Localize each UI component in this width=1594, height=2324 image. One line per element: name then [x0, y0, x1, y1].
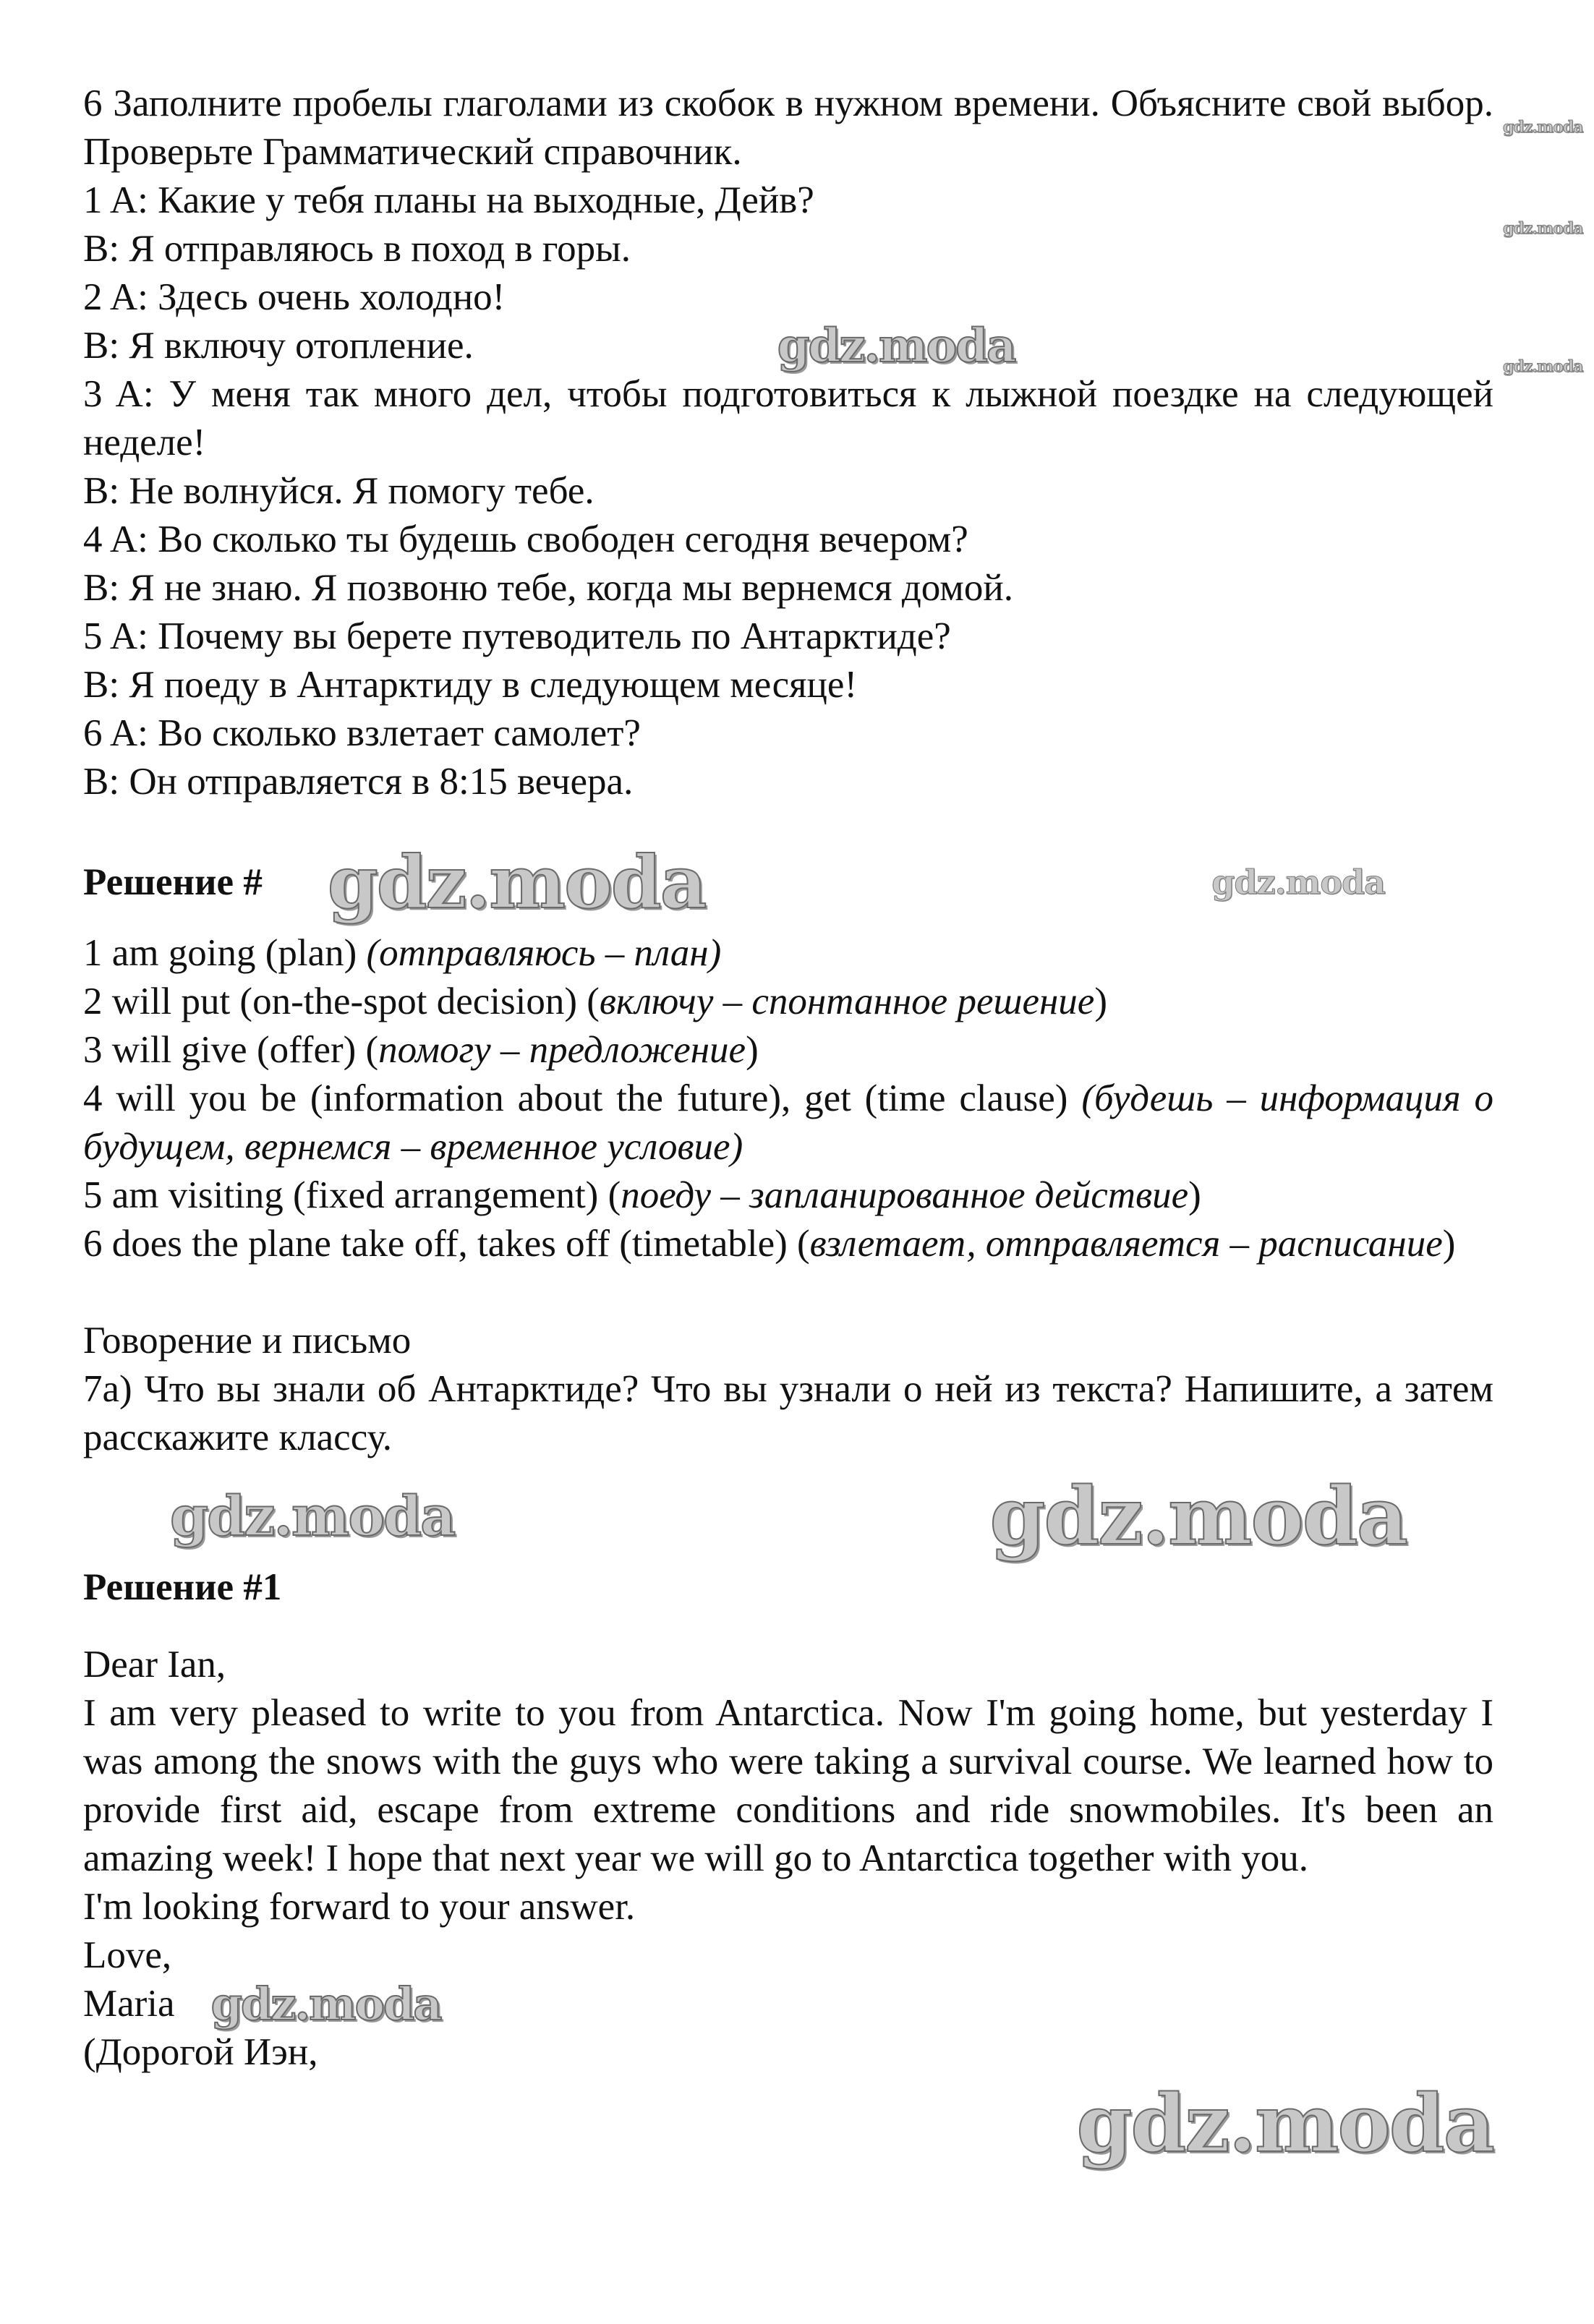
watermark-logo: gdz.moda: [210, 1977, 441, 2030]
dialogue-line: 3 A: У меня так много дел, чтобы подготовиться к лыжной поездке на следующей неделе!: [83, 373, 1493, 463]
solution-6-heading-row: [83, 835, 1493, 929]
dialogue-line: B: Я поеду в Антарктиду в следующем месяце!: [83, 664, 858, 706]
watermark-logo: gdz.moda: [170, 1484, 455, 1548]
letter-signature: Maria: [83, 1983, 175, 2025]
solution-7-heading-block: [83, 1563, 1493, 1612]
watermark-logo: gdz.moda: [1076, 2077, 1493, 2170]
dialogue-line: B: Он отправляется в 8:15 вечера.: [83, 761, 634, 803]
watermark-logo: gdz.moda: [1503, 357, 1583, 376]
watermark-row: [83, 1469, 1493, 1563]
answer-item: [83, 1171, 1493, 1220]
answer-translation: (отправляюсь – план): [366, 932, 722, 974]
answer-text: 2 will put (on-the-spot decision) (: [83, 981, 600, 1022]
answer-item: [83, 1075, 1493, 1171]
section-title: Говорение и письмо: [83, 1320, 412, 1362]
answer-close: ): [1442, 1223, 1456, 1265]
watermark-logo: gdz.moda: [1503, 219, 1583, 238]
task-6: [83, 80, 1493, 806]
dialogue-row: [83, 318, 1493, 373]
letter-body: I am very pleased to write to you from Antarctica. Now I'm going home, but yesterday I was among the snows with the guys who were taking a survival course. We learned how to provide first aid, escape from extreme conditions and ride snowmobiles. It's been an amazing week! I hope that next year we will go to Antarctica together with you.: [83, 1692, 1493, 1879]
answer-text: 4 will you be (information about the future), get (time clause): [83, 1077, 1082, 1119]
letter-translation-start: (Дорогой Иэн,: [83, 2031, 318, 2073]
solution-6-answers: [83, 929, 1493, 1268]
watermark-row: [83, 2077, 1493, 2171]
dialogue-line: B: Я включу отопление.: [83, 325, 474, 367]
letter-line: I'm looking forward to your answer.: [83, 1886, 636, 1928]
answer-text: 5 am visiting (fixed arrangement) (: [83, 1174, 621, 1216]
letter-greeting: Dear Ian,: [83, 1644, 226, 1686]
answer-item: [83, 978, 1493, 1026]
answer-item: [83, 1026, 1493, 1075]
dialogue-line: 4 A: Во сколько ты будешь свободен сегодня вечером?: [83, 518, 968, 560]
dialogue-line: B: Не волнуйся. Я помогу тебе.: [83, 470, 594, 512]
watermark-logo: gdz.moda: [1503, 118, 1583, 137]
solution-7-letter: [83, 1641, 1493, 2077]
dialogue-line: 2 A: Здесь очень холодно!: [83, 276, 506, 318]
dialogue-line: 6 A: Во сколько взлетает самолет?: [83, 712, 641, 754]
solution-heading: Решение #: [83, 860, 263, 903]
dialogue-line: 1 A: Какие у тебя планы на выходные, Дейв?: [83, 179, 814, 221]
answer-text: 3 will give (offer) (: [83, 1029, 379, 1071]
answer-text: 1 am going (plan): [83, 932, 367, 974]
solution-heading: Решение #1: [83, 1566, 282, 1608]
answer-item: [83, 929, 1493, 978]
answer-close: ): [1094, 981, 1107, 1022]
dialogue-line: B: Я отправляюсь в поход в горы.: [83, 228, 631, 270]
task-instruction: 7a) Что вы знали об Антарктиде? Что вы узнали о ней из текста? Напишите, а затем расскажите классу.: [83, 1368, 1493, 1458]
task-7: [83, 1317, 1493, 1462]
watermark-logo: gdz.moda: [327, 840, 706, 925]
watermark-logo: gdz.moda: [1211, 863, 1385, 902]
task-instruction: 6 Заполните пробелы глаголами из скобок в нужном времени. Объясните свой выбор. Проверьте Грамматический справочник.: [83, 82, 1493, 173]
dialogue-line: 5 A: Почему вы берете путеводитель по Антарктиде?: [83, 615, 951, 657]
letter-closing: Love,: [83, 1934, 172, 1976]
answer-translation: включу – спонтанное решение: [599, 981, 1095, 1022]
watermark-logo: gdz.moda: [989, 1469, 1407, 1563]
answer-text: 6 does the plane take off, takes off (timetable) (: [83, 1223, 810, 1265]
answer-close: ): [746, 1029, 759, 1071]
letter-signature-row: [83, 1977, 1493, 2030]
answer-translation: поеду – запланированное действие: [621, 1174, 1189, 1216]
answer-translation: (будешь – информация о будущем, вернемся – временное условие): [83, 1077, 1493, 1168]
answer-close: ): [1188, 1174, 1201, 1216]
answer-item: [83, 1220, 1493, 1268]
answer-translation: взлетает, отправляется – расписание: [809, 1223, 1443, 1265]
answer-translation: помогу – предложение: [378, 1029, 746, 1071]
watermark-logo: gdz.moda: [777, 318, 1015, 373]
dialogue-line: B: Я не знаю. Я позвоню тебе, когда мы вернемся домой.: [83, 567, 1013, 609]
